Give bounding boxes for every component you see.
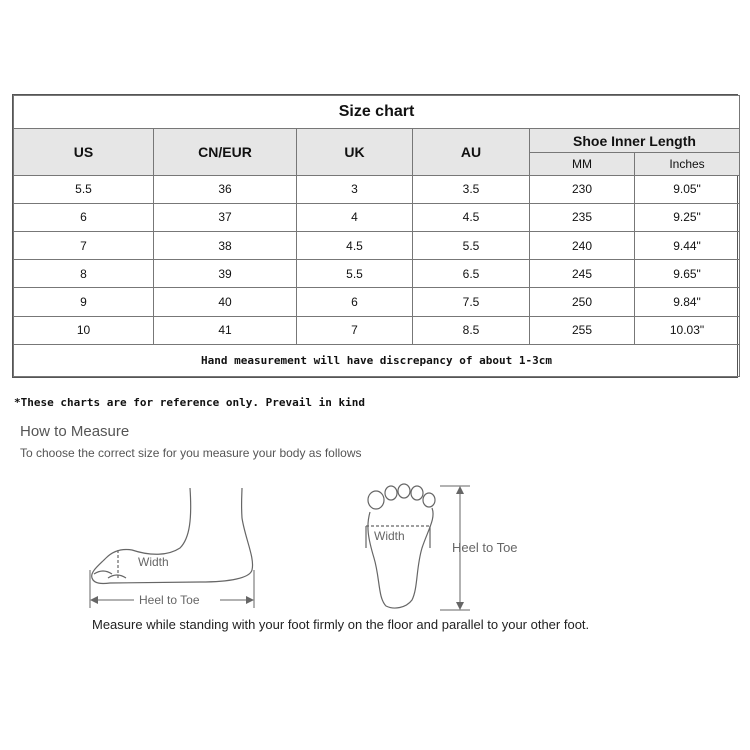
- cell-mm: 245: [530, 260, 635, 288]
- cell-uk: 7: [297, 316, 413, 344]
- foot-measure-illustration: [80, 478, 640, 618]
- size-chart: [12, 94, 738, 378]
- header-uk: UK: [297, 129, 413, 175]
- cell-inches: 10.03": [635, 316, 740, 344]
- header-mm: MM: [530, 153, 635, 175]
- cell-us: 7: [14, 231, 154, 259]
- side-foot-icon: [92, 488, 253, 583]
- how-to-subtitle: To choose the correct size for you measure your body as follows: [20, 446, 362, 460]
- size-chart-table: [13, 95, 740, 377]
- cell-au: 3.5: [413, 175, 530, 203]
- width-label-sole: Width: [374, 529, 405, 543]
- table-row: [14, 288, 740, 316]
- measure-instruction: Measure while standing with your foot firmly on the floor and parallel to your other foot.: [92, 617, 590, 632]
- table-row: [14, 203, 740, 231]
- cell-us: 9: [14, 288, 154, 316]
- cell-inches: 9.25": [635, 203, 740, 231]
- header-inner-length: Shoe Inner Length: [530, 129, 740, 153]
- cell-us: 5.5: [14, 175, 154, 203]
- heel-to-toe-label-side: Heel to Toe: [139, 593, 200, 607]
- table-row: [14, 175, 740, 203]
- cell-mm: 250: [530, 288, 635, 316]
- header-inches: Inches: [635, 153, 740, 175]
- size-rows: [14, 175, 740, 344]
- table-row: [14, 260, 740, 288]
- table-row: [14, 316, 740, 344]
- cell-mm: 235: [530, 203, 635, 231]
- sole-foot-icon: [366, 484, 435, 608]
- cell-cn-eur: 37: [154, 203, 297, 231]
- cell-cn-eur: 40: [154, 288, 297, 316]
- cell-uk: 3: [297, 175, 413, 203]
- width-label-side: Width: [138, 555, 169, 569]
- cell-mm: 255: [530, 316, 635, 344]
- cell-mm: 240: [530, 231, 635, 259]
- cell-uk: 4.5: [297, 231, 413, 259]
- measurement-note: Hand measurement will have discrepancy of about 1-3cm: [14, 344, 740, 376]
- heel-to-toe-label-sole: Heel to Toe: [452, 540, 518, 555]
- cell-au: 4.5: [413, 203, 530, 231]
- cell-cn-eur: 39: [154, 260, 297, 288]
- cell-au: 6.5: [413, 260, 530, 288]
- cell-uk: 5.5: [297, 260, 413, 288]
- cell-cn-eur: 36: [154, 175, 297, 203]
- cell-cn-eur: 38: [154, 231, 297, 259]
- chart-title: Size chart: [14, 96, 740, 129]
- cell-us: 8: [14, 260, 154, 288]
- cell-mm: 230: [530, 175, 635, 203]
- cell-us: 10: [14, 316, 154, 344]
- header-cn-eur: CN/EUR: [154, 129, 297, 175]
- header-au: AU: [413, 129, 530, 175]
- cell-inches: 9.65": [635, 260, 740, 288]
- how-to-title: How to Measure: [20, 423, 130, 440]
- cell-inches: 9.84": [635, 288, 740, 316]
- cell-us: 6: [14, 203, 154, 231]
- cell-cn-eur: 41: [154, 316, 297, 344]
- cell-au: 7.5: [413, 288, 530, 316]
- cell-au: 8.5: [413, 316, 530, 344]
- cell-au: 5.5: [413, 231, 530, 259]
- cell-inches: 9.05": [635, 175, 740, 203]
- cell-uk: 6: [297, 288, 413, 316]
- header-us: US: [14, 129, 154, 175]
- cell-inches: 9.44": [635, 231, 740, 259]
- reference-note: *These charts are for reference only. Prevail in kind: [14, 396, 365, 409]
- cell-uk: 4: [297, 203, 413, 231]
- table-row: [14, 231, 740, 259]
